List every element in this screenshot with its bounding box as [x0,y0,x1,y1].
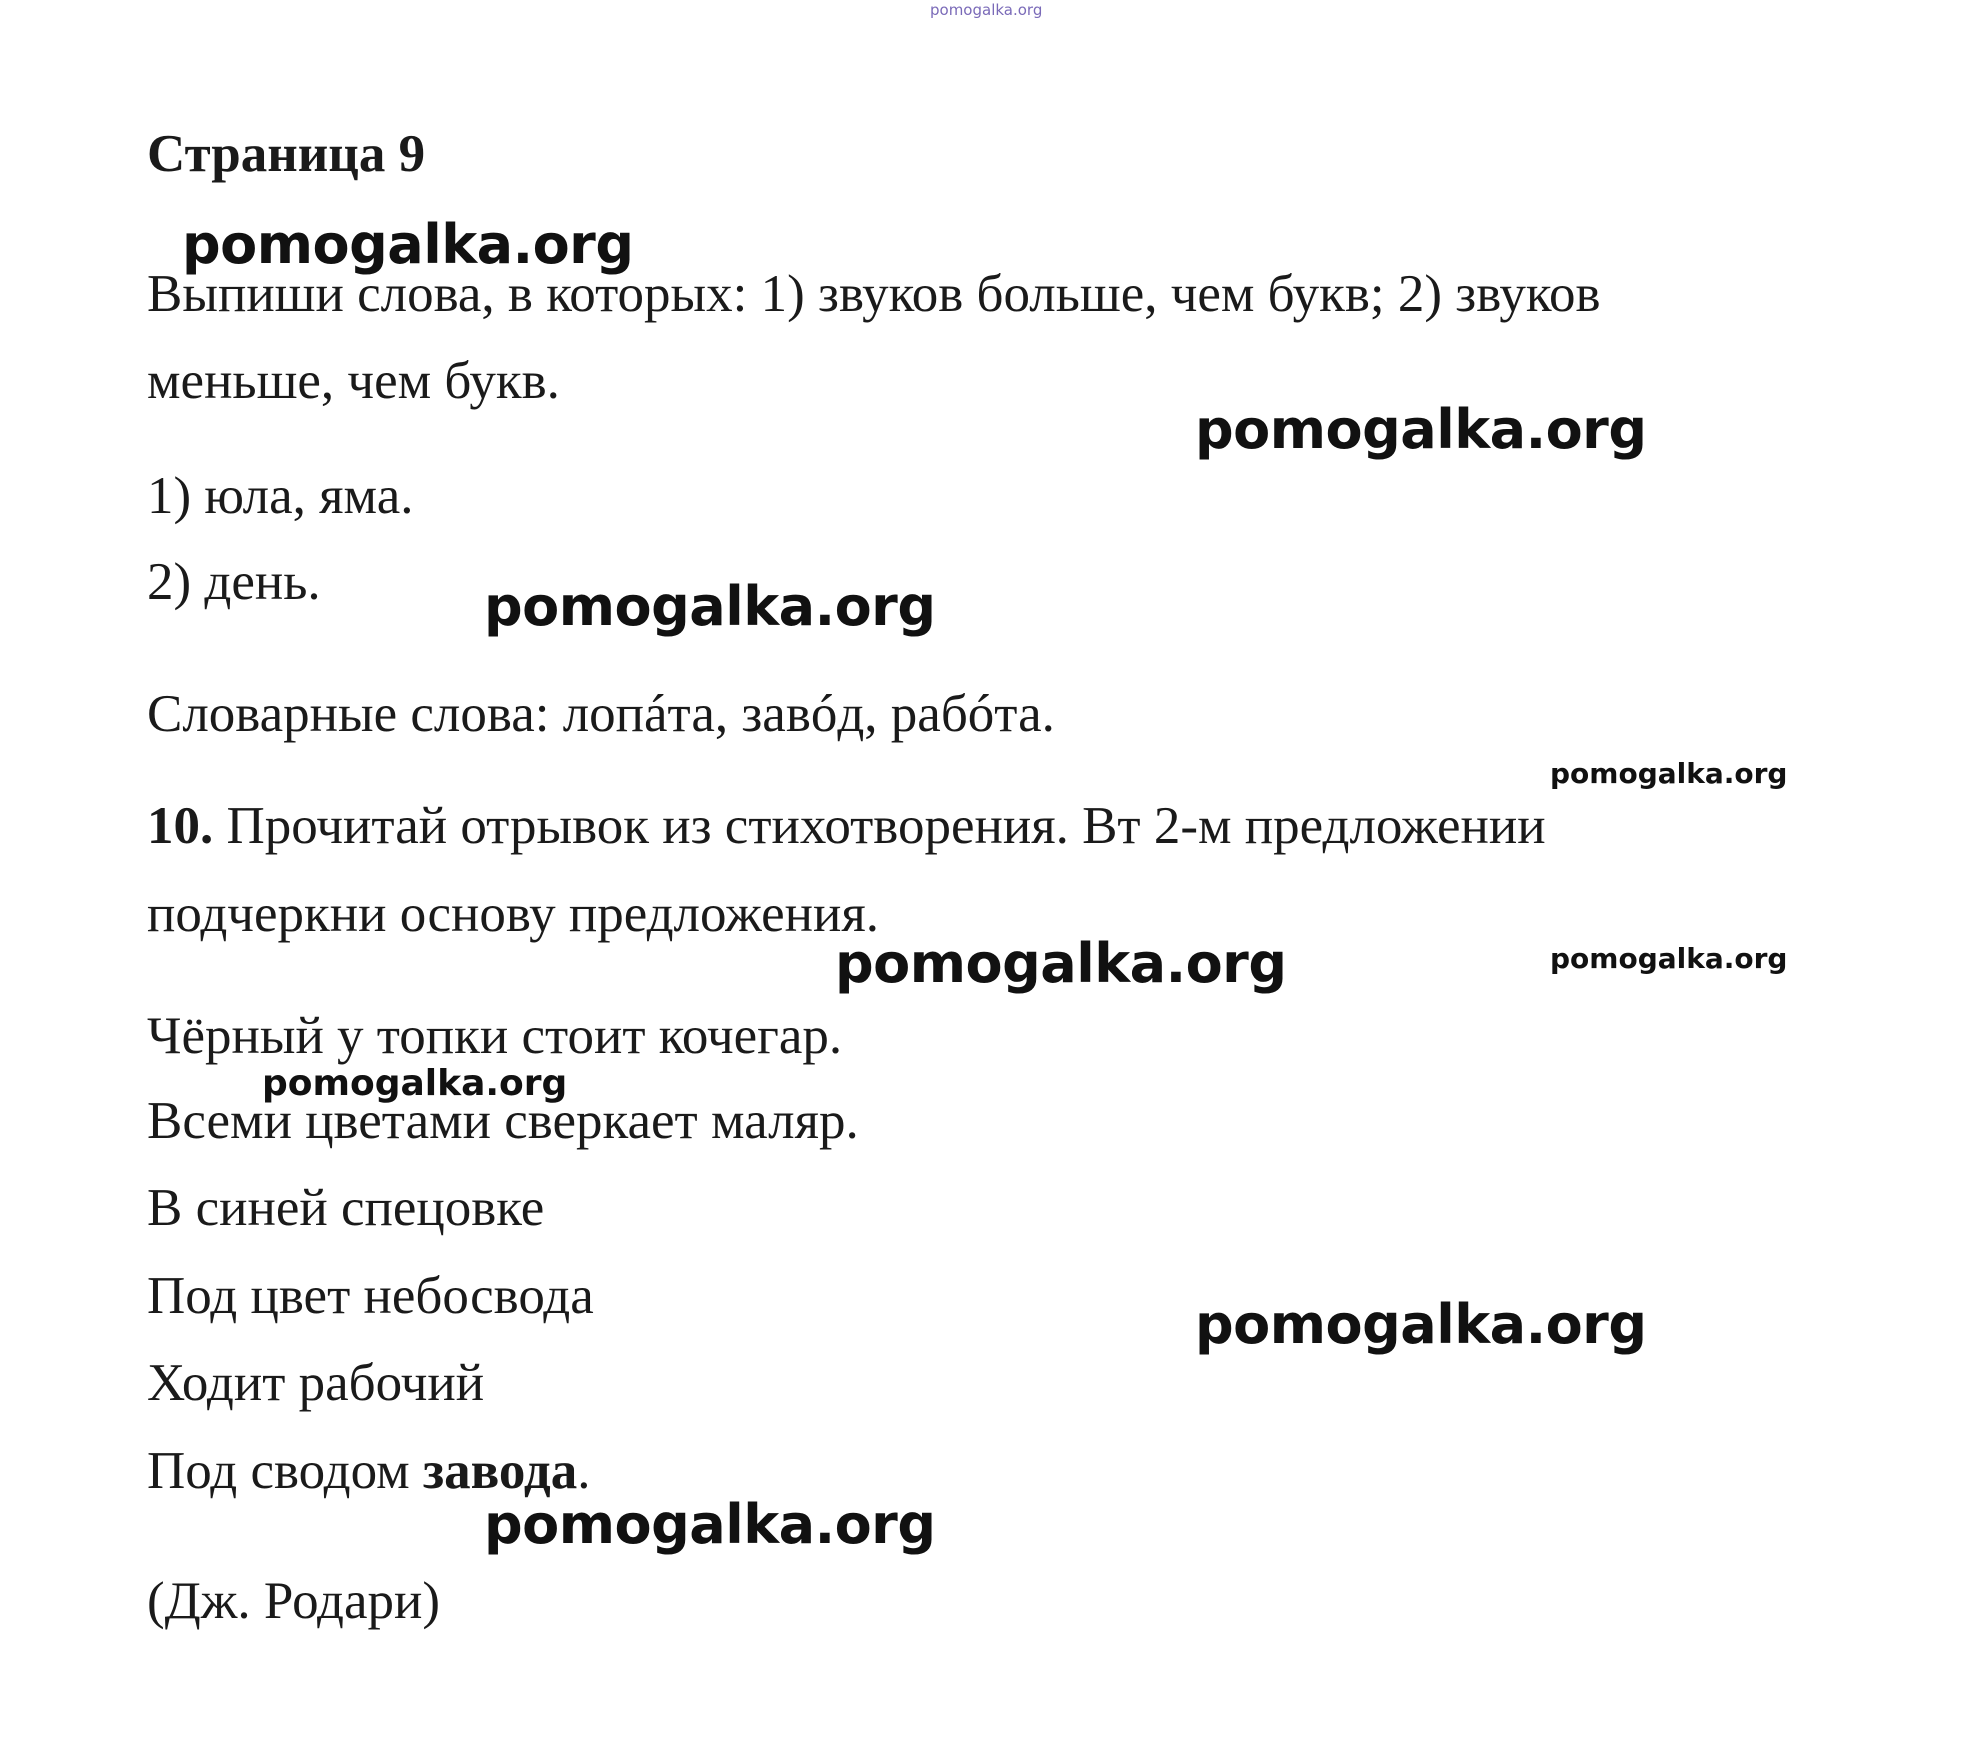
poem-last-line-end: . [577,1442,591,1500]
task10-prompt-line2: подчеркни основу предложения. [147,885,879,943]
watermark: pomogalka.org [1195,398,1647,461]
task10-prompt-text: Прочитай отрывок из стихотворения. Вт 2-м предложении [213,797,1546,855]
poem-bold-word: завода [422,1442,578,1500]
watermark: pomogalka.org [835,932,1287,995]
page-title: Страница 9 [147,125,426,183]
task9-prompt-line2: меньше, чем букв. [147,352,560,410]
task10-prompt-line1 [147,797,1546,855]
task9-prompt-line1: Выпиши слова, в которых: 1) звуков больше, чем букв; 2) звуков [147,265,1601,323]
task9-answer2: 2) день. [147,553,321,611]
poem-line: Чёрный у топки стоит кочегар. [147,1007,843,1065]
poem-line: Ходит рабочий [147,1354,485,1412]
watermark: pomogalka.org [182,213,634,276]
dictionary-words: Словарные слова: лопáта, завóд, рабóта. [147,685,1055,743]
poem-line: В синей спецовке [147,1179,545,1237]
poem-author: (Дж. Родари) [147,1572,441,1630]
watermark: pomogalka.org [484,1493,936,1556]
watermark: pomogalka.org [1195,1293,1647,1356]
poem-last-line-start: Под сводом [147,1442,423,1500]
watermark: pomogalka.org [1550,942,1788,975]
watermark: pomogalka.org [484,575,936,638]
poem-line: Под цвет небосвода [147,1267,594,1325]
watermark: pomogalka.org [262,1063,568,1104]
task9-answer1: 1) юла, яма. [147,467,414,525]
poem-line: Всеми цветами сверкает маляр. [147,1092,859,1150]
watermark: pomogalka.org [1550,757,1788,790]
header-watermark: pomogalka.org [930,1,1043,19]
poem-last-line [147,1442,591,1500]
task-number: 10. [147,797,214,855]
